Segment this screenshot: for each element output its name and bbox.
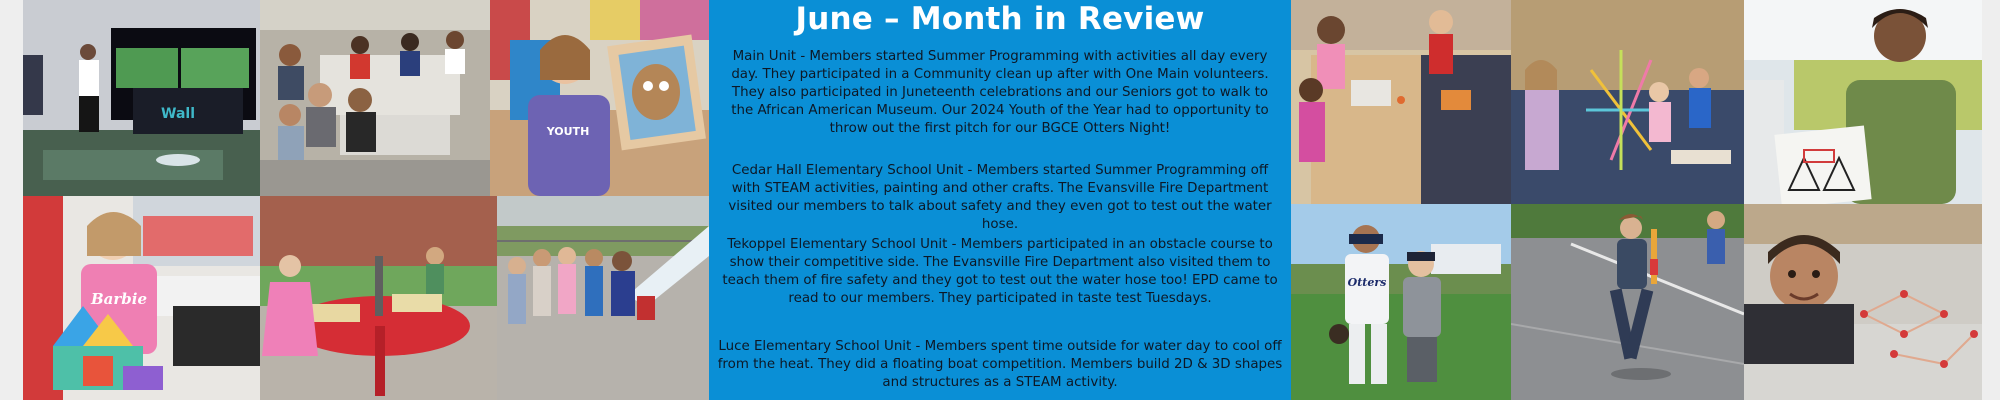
cedar-hall-paragraph: Cedar Hall Elementary School Unit - Members started Summer Programming off with STEAM activities, painting and other crafts. The Evansville Fire Department visited our members to talk about safety and they even got to test out the water hose. xyxy=(728,163,1272,232)
photo-boy-with-toothpick-shapes xyxy=(1744,204,1982,400)
photo-girl-with-magnetic-tiles xyxy=(23,196,260,400)
photo-video-game-screen xyxy=(23,0,260,196)
photo-girl-holding-painting xyxy=(490,0,709,196)
photo-kids-crafting-at-desks xyxy=(1291,0,1511,204)
photo-boy-with-water-rocket xyxy=(1511,204,1744,400)
photo-boy-holding-shape-drawing xyxy=(1744,0,1982,204)
youth-shirt-text: YOUTH xyxy=(546,125,590,138)
wall-sign-text: Wall xyxy=(161,106,195,122)
luce-paragraph: Luce Elementary School Unit - Members spent time outside for water day to cool off from the heat. They did a floating boat competition. Members build 2D & 3D shapes and structures as a STEAM activity. xyxy=(717,339,1283,390)
photo-fire-hose-line xyxy=(497,196,709,400)
photo-water-table-outdoors xyxy=(260,196,497,400)
tekoppel-paragraph: Tekoppel Elementary School Unit - Members participated in an obstacle course to show their competitive side. The Evansville Fire Department also visited them to teach them of fire safety and they got to test out the water hose too! EPD came to read to our members. They participated in taste test Tuesdays. xyxy=(722,237,1278,306)
photo-cafeteria-table-kids xyxy=(260,0,490,196)
main-unit-paragraph: Main Unit - Members started Summer Programming with activities all day every day. They participated in a Community clean up after with One Main volunteers. They also participated in Juneteenth celebrations and our Seniors got to walk to the African American Museum. Our 2024 Youth of the Year had to opportunity to throw out the first pitch for our BGCE Otters Night! xyxy=(731,49,1269,136)
barbie-shirt-text: Barbie xyxy=(90,290,148,308)
otters-jersey-text: Otters xyxy=(1347,276,1387,289)
month-review-panel xyxy=(709,0,1291,400)
page-title: June – Month in Review xyxy=(795,1,1205,37)
photo-baseball-player-with-boy xyxy=(1291,204,1511,400)
photo-stem-structures-kids xyxy=(1511,0,1744,204)
